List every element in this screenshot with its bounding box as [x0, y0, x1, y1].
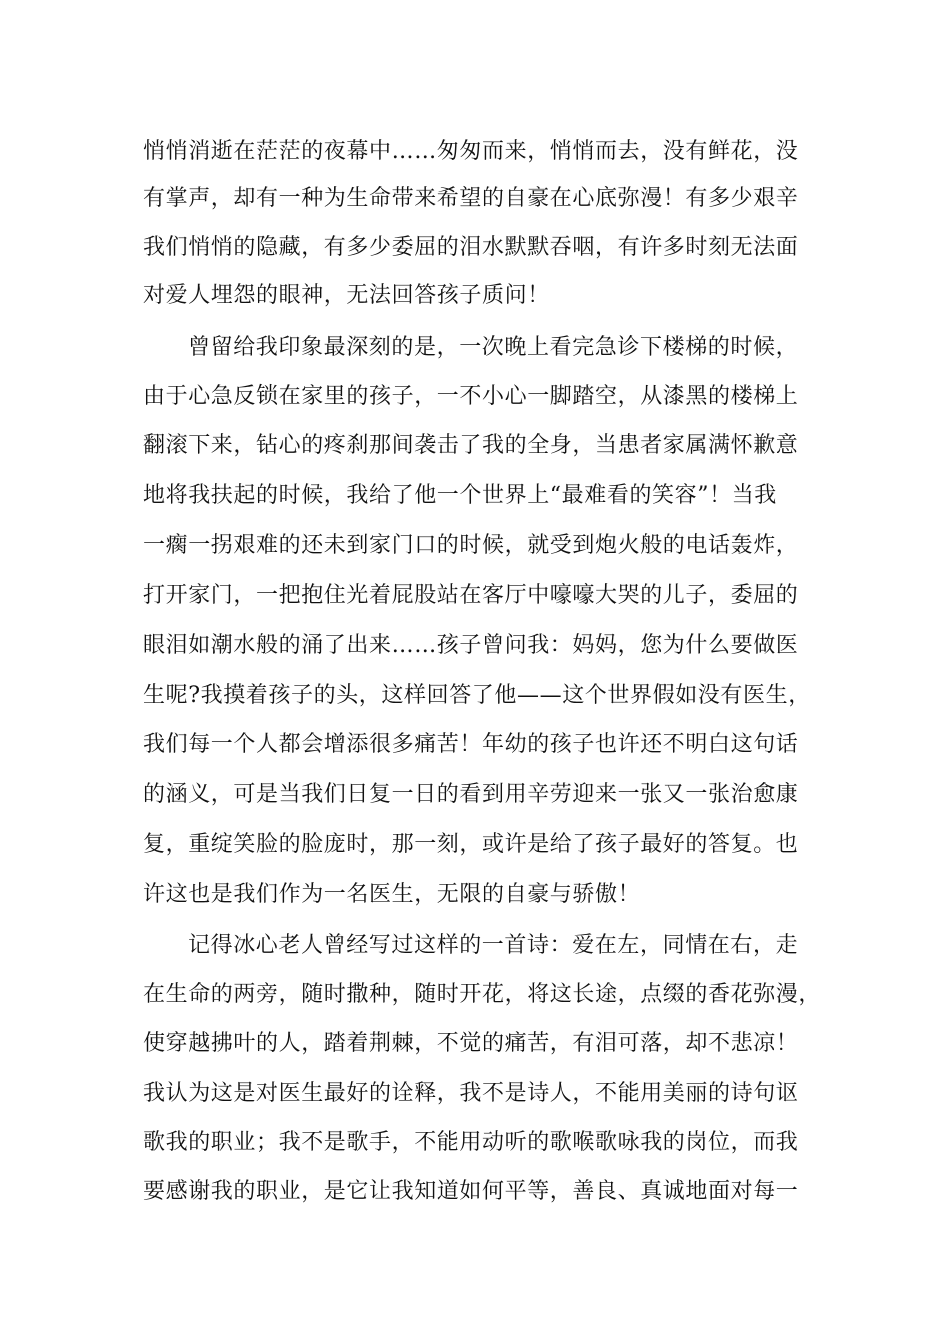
text-line: 对爱人埋怨的眼神，无法回答孩子质问！ [143, 283, 550, 308]
text-line: 悄悄消逝在茫茫的夜幕中……匆匆而来，悄悄而去，没有鲜花，没 [143, 139, 799, 164]
paragraph-start-line: 记得冰心老人曾经写过这样的一首诗：爱在左，同情在右，走 [188, 933, 799, 958]
text-line: 眼泪如潮水般的涌了出来……孩子曾问我：妈妈，您为什么要做医 [143, 633, 799, 658]
text-line: 许这也是我们作为一名医生，无限的自豪与骄傲！ [143, 882, 641, 907]
text-line: 要感谢我的职业，是它让我知道如何平等，善良、真诚地面对每一 [143, 1179, 799, 1204]
text-line: 由于心急反锁在家里的孩子，一不小心一脚踏空，从漆黑的楼梯上 [143, 384, 799, 409]
text-line: 打开家门，一把抱住光着屁股站在客厅中嚎嚎大哭的儿子，委屈的 [143, 583, 799, 608]
text-line: 一瘸一拐艰难的还未到家门口的时候，就受到炮火般的电话轰炸， [143, 533, 799, 558]
text-line: 我们每一个人都会增添很多痛苦！年幼的孩子也许还不明白这句话 [143, 732, 799, 757]
text-line: 地将我扶起的时候，我给了他一个世界上“最难看的笑容”！当我 [143, 483, 777, 508]
paragraph-start-line: 曾留给我印象最深刻的是，一次晚上看完急诊下楼梯的时候， [188, 335, 799, 360]
text-line: 复，重绽笑脸的脸庞时，那一刻，或许是给了孩子最好的答复。也 [143, 832, 799, 857]
text-line: 的涵义，可是当我们日复一日的看到用辛劳迎来一张又一张治愈康 [143, 782, 799, 807]
text-line: 歌我的职业；我不是歌手，不能用动听的歌喉歌咏我的岗位，而我 [143, 1130, 799, 1155]
text-line: 我们悄悄的隐藏，有多少委屈的泪水默默吞咽，有许多时刻无法面 [143, 235, 799, 260]
text-line: 有掌声，却有一种为生命带来希望的自豪在心底弥漫！有多少艰辛 [143, 186, 799, 211]
text-line: 我认为这是对医生最好的诠释，我不是诗人，不能用美丽的诗句讴 [143, 1081, 799, 1106]
text-line: 在生命的两旁，随时撒种，随时开花，将这长途，点缀的香花弥漫， [143, 982, 822, 1007]
text-line: 生呢?我摸着孩子的头，这样回答了他——这个世界假如没有医生， [143, 683, 811, 708]
text-line: 翻滚下来，钻心的疼刹那间袭击了我的全身，当患者家属满怀歉意 [143, 433, 799, 458]
text-line: 使穿越拂叶的人，踏着荆棘，不觉的痛苦，有泪可落，却不悲凉！ [143, 1031, 799, 1056]
